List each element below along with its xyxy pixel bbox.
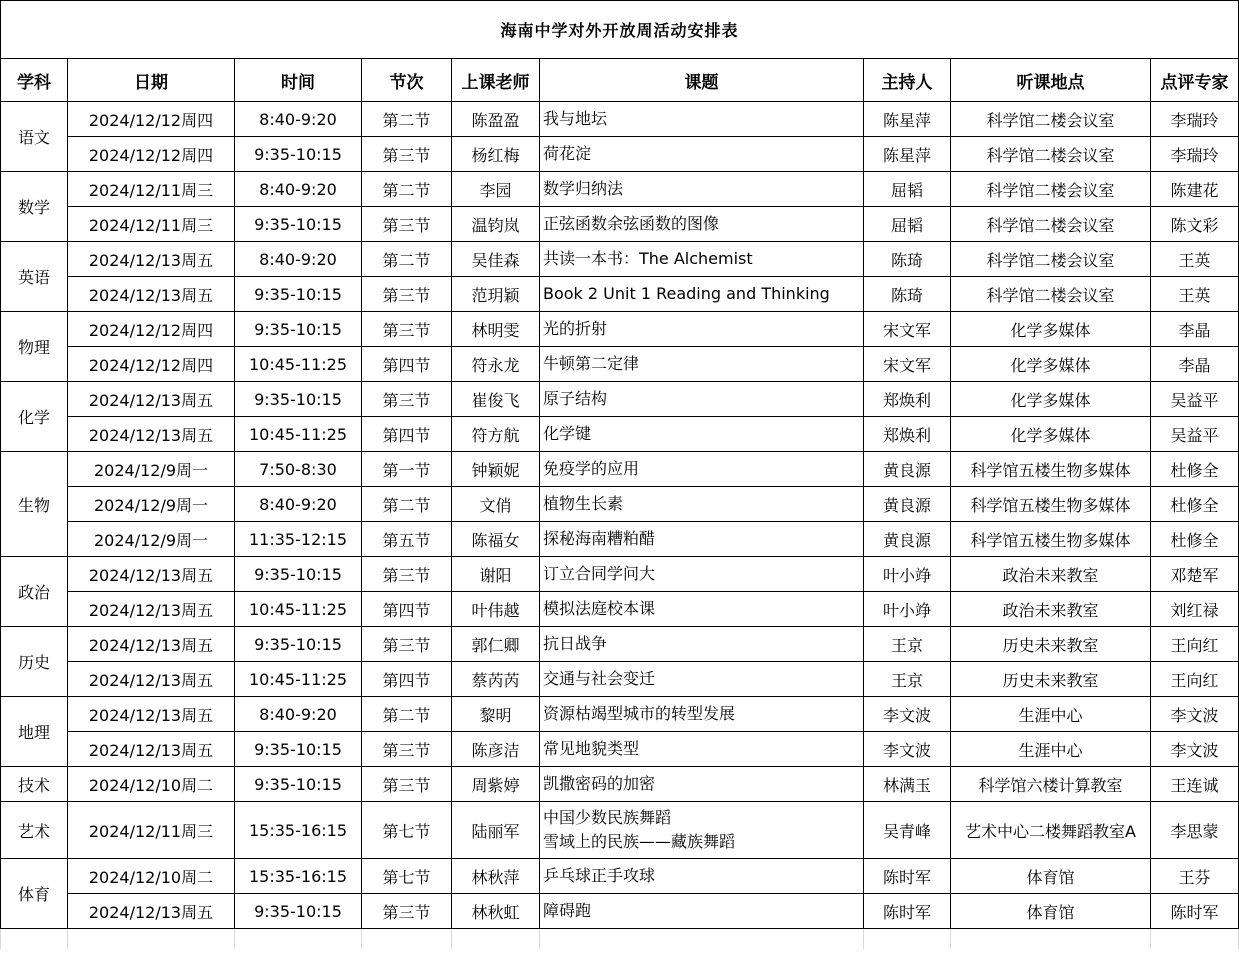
location-cell[interactable]: 历史未来教室 xyxy=(951,662,1151,697)
time-cell[interactable]: 10:45-11:25 xyxy=(235,592,362,627)
header-reviewer: 点评专家 xyxy=(1151,59,1239,102)
time-cell[interactable]: 9:35-10:15 xyxy=(235,137,362,172)
topic-cell[interactable] xyxy=(540,172,864,207)
topic-line: 交通与社会变迁 xyxy=(543,669,656,688)
topic-cell[interactable] xyxy=(540,662,864,697)
topic-cell[interactable] xyxy=(540,894,864,929)
topic-line: 共读一本书：The Alchemist xyxy=(543,249,753,268)
host-cell[interactable]: 王京 xyxy=(864,662,951,697)
topic-line: 原子结构 xyxy=(543,389,608,408)
period-cell[interactable]: 第三节 xyxy=(362,382,452,417)
reviewer-cell[interactable]: 吴益平 xyxy=(1151,417,1239,452)
topic-cell[interactable] xyxy=(540,522,864,557)
host-cell[interactable]: 李文波 xyxy=(864,697,951,732)
location-cell[interactable]: 政治未来教室 xyxy=(951,557,1151,592)
time-cell[interactable]: 9:35-10:15 xyxy=(235,732,362,767)
table-row xyxy=(1,894,1239,929)
time-cell[interactable]: 9:35-10:15 xyxy=(235,557,362,592)
period-cell[interactable]: 第三节 xyxy=(362,557,452,592)
subject-cell[interactable]: 艺术 xyxy=(1,802,68,859)
subject-cell[interactable]: 语文 xyxy=(1,102,68,172)
table-row xyxy=(1,662,1239,697)
teacher-cell[interactable]: 林秋萍 xyxy=(452,859,540,894)
period-cell[interactable]: 第四节 xyxy=(362,592,452,627)
date-cell[interactable]: 2024/12/13周五 xyxy=(68,732,235,767)
topic-line: 探秘海南糟粕醋 xyxy=(543,529,656,548)
topic-cell[interactable] xyxy=(540,697,864,732)
table-row xyxy=(1,557,1239,592)
location-cell[interactable]: 科学馆二楼会议室 xyxy=(951,172,1151,207)
date-cell[interactable]: 2024/12/13周五 xyxy=(68,662,235,697)
topic-cell[interactable] xyxy=(540,487,864,522)
time-cell[interactable]: 9:35-10:15 xyxy=(235,312,362,347)
topic-cell[interactable] xyxy=(540,347,864,382)
period-cell[interactable]: 第三节 xyxy=(362,137,452,172)
host-cell[interactable]: 陈时军 xyxy=(864,894,951,929)
empty-cell[interactable] xyxy=(864,929,951,949)
empty-cell[interactable] xyxy=(540,929,864,949)
period-cell[interactable]: 第二节 xyxy=(362,487,452,522)
reviewer-cell[interactable]: 王向红 xyxy=(1151,662,1239,697)
period-cell[interactable]: 第三节 xyxy=(362,732,452,767)
topic-line: 抗日战争 xyxy=(543,634,608,653)
location-cell[interactable]: 化学多媒体 xyxy=(951,312,1151,347)
topic-cell[interactable] xyxy=(540,627,864,662)
topic-cell[interactable] xyxy=(540,452,864,487)
location-cell[interactable]: 体育馆 xyxy=(951,859,1151,894)
period-cell[interactable]: 第三节 xyxy=(362,767,452,802)
teacher-cell[interactable]: 陆丽军 xyxy=(452,802,540,859)
topic-line: 植物生长素 xyxy=(543,494,624,513)
date-cell[interactable]: 2024/12/9周一 xyxy=(68,452,235,487)
table-row xyxy=(1,137,1239,172)
teacher-cell[interactable]: 文俏 xyxy=(452,487,540,522)
topic-cell[interactable] xyxy=(540,242,864,277)
empty-cell[interactable] xyxy=(452,929,540,949)
topic-line: 模拟法庭校本课 xyxy=(543,599,656,618)
table-row xyxy=(1,102,1239,137)
period-cell[interactable]: 第一节 xyxy=(362,452,452,487)
date-cell[interactable]: 2024/12/13周五 xyxy=(68,697,235,732)
topic-cell[interactable] xyxy=(540,802,864,859)
topic-line: 中国少数民族舞蹈 xyxy=(543,808,672,827)
subject-cell[interactable]: 数学 xyxy=(1,172,68,242)
topic-line: 数学归纳法 xyxy=(543,179,624,198)
topic-line: 障碍跑 xyxy=(543,901,592,920)
table-row xyxy=(1,732,1239,767)
topic-line: 光的折射 xyxy=(543,319,608,338)
teacher-cell[interactable]: 黎明 xyxy=(452,697,540,732)
subject-cell[interactable]: 体育 xyxy=(1,859,68,929)
reviewer-cell[interactable]: 陈时军 xyxy=(1151,894,1239,929)
empty-cell[interactable] xyxy=(235,929,362,949)
topic-line: 荷花淀 xyxy=(543,144,592,163)
topic-cell[interactable] xyxy=(540,767,864,802)
date-cell[interactable]: 2024/12/12周四 xyxy=(68,102,235,137)
reviewer-cell[interactable]: 杜修全 xyxy=(1151,487,1239,522)
location-cell[interactable]: 体育馆 xyxy=(951,894,1151,929)
location-cell[interactable]: 科学馆五楼生物多媒体 xyxy=(951,487,1151,522)
subject-cell[interactable]: 技术 xyxy=(1,767,68,802)
location-cell[interactable]: 化学多媒体 xyxy=(951,382,1151,417)
teacher-cell[interactable]: 范玥颖 xyxy=(452,277,540,312)
location-cell[interactable]: 艺术中心二楼舞蹈教室A xyxy=(951,802,1151,859)
subject-cell[interactable]: 政治 xyxy=(1,557,68,627)
host-cell[interactable]: 黄良源 xyxy=(864,452,951,487)
location-cell[interactable]: 科学馆二楼会议室 xyxy=(951,277,1151,312)
host-cell[interactable]: 吴青峰 xyxy=(864,802,951,859)
time-cell[interactable]: 10:45-11:25 xyxy=(235,662,362,697)
subject-cell[interactable]: 地理 xyxy=(1,697,68,767)
reviewer-cell[interactable]: 李晶 xyxy=(1151,347,1239,382)
location-cell[interactable]: 科学馆六楼计算教室 xyxy=(951,767,1151,802)
teacher-cell[interactable]: 周紫婷 xyxy=(452,767,540,802)
location-cell[interactable]: 化学多媒体 xyxy=(951,417,1151,452)
date-cell[interactable]: 2024/12/9周一 xyxy=(68,522,235,557)
empty-cell[interactable] xyxy=(1151,929,1239,949)
host-cell[interactable]: 李文波 xyxy=(864,732,951,767)
topic-cell[interactable] xyxy=(540,592,864,627)
reviewer-cell[interactable]: 李晶 xyxy=(1151,312,1239,347)
location-cell[interactable]: 生涯中心 xyxy=(951,732,1151,767)
host-cell[interactable]: 屈韬 xyxy=(864,207,951,242)
table-row xyxy=(1,522,1239,557)
table-row xyxy=(1,592,1239,627)
period-cell[interactable]: 第三节 xyxy=(362,207,452,242)
empty-cell[interactable] xyxy=(1,929,68,949)
host-cell[interactable]: 郑焕利 xyxy=(864,382,951,417)
host-cell[interactable]: 叶小竫 xyxy=(864,557,951,592)
subject-cell[interactable]: 历史 xyxy=(1,627,68,697)
date-cell[interactable]: 2024/12/10周二 xyxy=(68,859,235,894)
topic-cell[interactable] xyxy=(540,732,864,767)
teacher-cell[interactable]: 叶伟越 xyxy=(452,592,540,627)
date-cell[interactable]: 2024/12/12周四 xyxy=(68,312,235,347)
location-cell[interactable]: 科学馆五楼生物多媒体 xyxy=(951,522,1151,557)
teacher-cell[interactable]: 崔俊飞 xyxy=(452,382,540,417)
topic-cell[interactable] xyxy=(540,207,864,242)
period-cell[interactable]: 第四节 xyxy=(362,662,452,697)
date-cell[interactable]: 2024/12/12周四 xyxy=(68,137,235,172)
reviewer-cell[interactable]: 邓楚军 xyxy=(1151,557,1239,592)
location-cell[interactable]: 科学馆二楼会议室 xyxy=(951,137,1151,172)
time-cell[interactable]: 15:35-16:15 xyxy=(235,859,362,894)
teacher-cell[interactable]: 符永龙 xyxy=(452,347,540,382)
reviewer-cell[interactable]: 王向红 xyxy=(1151,627,1239,662)
period-cell[interactable]: 第三节 xyxy=(362,627,452,662)
host-cell[interactable]: 陈时军 xyxy=(864,859,951,894)
topic-cell[interactable] xyxy=(540,277,864,312)
topic-line: 乒乓球正手攻球 xyxy=(543,866,656,885)
host-cell[interactable]: 宋文军 xyxy=(864,347,951,382)
host-cell[interactable]: 黄良源 xyxy=(864,487,951,522)
period-cell[interactable]: 第七节 xyxy=(362,802,452,859)
time-cell[interactable]: 8:40-9:20 xyxy=(235,487,362,522)
date-cell[interactable]: 2024/12/13周五 xyxy=(68,592,235,627)
topic-cell[interactable] xyxy=(540,312,864,347)
date-cell[interactable]: 2024/12/13周五 xyxy=(68,242,235,277)
period-cell[interactable]: 第二节 xyxy=(362,697,452,732)
teacher-cell[interactable]: 李园 xyxy=(452,172,540,207)
reviewer-cell[interactable]: 李瑞玲 xyxy=(1151,137,1239,172)
location-cell[interactable]: 历史未来教室 xyxy=(951,627,1151,662)
teacher-cell[interactable]: 蔡芮芮 xyxy=(452,662,540,697)
reviewer-cell[interactable]: 李文波 xyxy=(1151,732,1239,767)
teacher-cell[interactable]: 林秋虹 xyxy=(452,894,540,929)
teacher-cell[interactable]: 符方航 xyxy=(452,417,540,452)
table-row xyxy=(1,242,1239,277)
table-row xyxy=(1,207,1239,242)
reviewer-cell[interactable]: 吴益平 xyxy=(1151,382,1239,417)
date-cell[interactable]: 2024/12/9周一 xyxy=(68,487,235,522)
reviewer-cell[interactable]: 陈建花 xyxy=(1151,172,1239,207)
reviewer-cell[interactable]: 王英 xyxy=(1151,277,1239,312)
time-cell[interactable]: 8:40-9:20 xyxy=(235,102,362,137)
topic-line: 常见地貌类型 xyxy=(543,739,640,758)
teacher-cell[interactable]: 郭仁卿 xyxy=(452,627,540,662)
teacher-cell[interactable]: 谢阳 xyxy=(452,557,540,592)
subject-cell[interactable]: 英语 xyxy=(1,242,68,312)
topic-cell[interactable] xyxy=(540,102,864,137)
table-row xyxy=(1,767,1239,802)
subject-cell[interactable]: 物理 xyxy=(1,312,68,382)
teacher-cell[interactable]: 钟颖妮 xyxy=(452,452,540,487)
header-date: 日期 xyxy=(68,59,235,102)
date-cell[interactable]: 2024/12/13周五 xyxy=(68,557,235,592)
header-host: 主持人 xyxy=(864,59,951,102)
date-cell[interactable]: 2024/12/13周五 xyxy=(68,277,235,312)
reviewer-cell[interactable]: 李思蒙 xyxy=(1151,802,1239,859)
date-cell[interactable]: 2024/12/13周五 xyxy=(68,627,235,662)
reviewer-cell[interactable]: 王英 xyxy=(1151,242,1239,277)
time-cell[interactable]: 9:35-10:15 xyxy=(235,627,362,662)
header-row xyxy=(1,59,1239,102)
location-cell[interactable]: 生涯中心 xyxy=(951,697,1151,732)
table-row xyxy=(1,487,1239,522)
table-row xyxy=(1,347,1239,382)
period-cell[interactable]: 第二节 xyxy=(362,242,452,277)
empty-cell[interactable] xyxy=(951,929,1151,949)
host-cell[interactable]: 黄良源 xyxy=(864,522,951,557)
teacher-cell[interactable]: 陈福女 xyxy=(452,522,540,557)
period-cell[interactable]: 第三节 xyxy=(362,312,452,347)
topic-line: 化学键 xyxy=(543,424,592,443)
topic-line: 订立合同学问大 xyxy=(543,564,656,583)
date-cell[interactable]: 2024/12/12周四 xyxy=(68,347,235,382)
host-cell[interactable]: 林满玉 xyxy=(864,767,951,802)
time-cell[interactable]: 10:45-11:25 xyxy=(235,417,362,452)
header-period: 节次 xyxy=(362,59,452,102)
period-cell[interactable]: 第二节 xyxy=(362,172,452,207)
date-cell[interactable]: 2024/12/13周五 xyxy=(68,417,235,452)
table-row xyxy=(1,417,1239,452)
host-cell[interactable]: 屈韬 xyxy=(864,172,951,207)
teacher-cell[interactable]: 吴佳森 xyxy=(452,242,540,277)
period-cell[interactable]: 第二节 xyxy=(362,102,452,137)
topic-line: Book 2 Unit 1 Reading and Thinking xyxy=(543,284,830,303)
sheet-title: 海南中学对外开放周活动安排表 xyxy=(1,1,1239,59)
teacher-cell[interactable]: 林明雯 xyxy=(452,312,540,347)
date-cell[interactable]: 2024/12/13周五 xyxy=(68,382,235,417)
table-row xyxy=(1,802,1239,859)
empty-sheet-row xyxy=(0,929,1239,949)
topic-cell[interactable] xyxy=(540,859,864,894)
date-cell[interactable]: 2024/12/11周三 xyxy=(68,802,235,859)
location-cell[interactable]: 科学馆二楼会议室 xyxy=(951,207,1151,242)
topic-cell[interactable] xyxy=(540,137,864,172)
time-cell[interactable]: 8:40-9:20 xyxy=(235,242,362,277)
table-row xyxy=(1,312,1239,347)
teacher-cell[interactable]: 陈彦洁 xyxy=(452,732,540,767)
topic-line: 凯撒密码的加密 xyxy=(543,774,656,793)
teacher-cell[interactable]: 温钧岚 xyxy=(452,207,540,242)
time-cell[interactable]: 9:35-10:15 xyxy=(235,382,362,417)
host-cell[interactable]: 郑焕利 xyxy=(864,417,951,452)
period-cell[interactable]: 第五节 xyxy=(362,522,452,557)
subject-cell[interactable]: 生物 xyxy=(1,452,68,557)
teacher-cell[interactable]: 杨红梅 xyxy=(452,137,540,172)
time-cell[interactable]: 9:35-10:15 xyxy=(235,207,362,242)
header-time: 时间 xyxy=(235,59,362,102)
time-cell[interactable]: 15:35-16:15 xyxy=(235,802,362,859)
subject-cell[interactable]: 化学 xyxy=(1,382,68,452)
table-row xyxy=(1,452,1239,487)
date-cell[interactable]: 2024/12/11周三 xyxy=(68,207,235,242)
time-cell[interactable]: 8:40-9:20 xyxy=(235,172,362,207)
table-row xyxy=(1,627,1239,662)
topic-cell[interactable] xyxy=(540,557,864,592)
host-cell[interactable]: 王京 xyxy=(864,627,951,662)
time-cell[interactable]: 9:35-10:15 xyxy=(235,767,362,802)
reviewer-cell[interactable]: 李文波 xyxy=(1151,697,1239,732)
location-cell[interactable]: 科学馆二楼会议室 xyxy=(951,242,1151,277)
topic-line: 正弦函数余弦函数的图像 xyxy=(543,214,720,233)
time-cell[interactable]: 8:40-9:20 xyxy=(235,697,362,732)
period-cell[interactable]: 第四节 xyxy=(362,417,452,452)
location-cell[interactable]: 化学多媒体 xyxy=(951,347,1151,382)
date-cell[interactable]: 2024/12/13周五 xyxy=(68,894,235,929)
host-cell[interactable]: 陈琦 xyxy=(864,277,951,312)
topic-line: 资源枯竭型城市的转型发展 xyxy=(543,704,736,723)
location-cell[interactable]: 政治未来教室 xyxy=(951,592,1151,627)
header-subject: 学科 xyxy=(1,59,68,102)
time-cell[interactable]: 9:35-10:15 xyxy=(235,894,362,929)
table-row xyxy=(1,859,1239,894)
reviewer-cell[interactable]: 陈文彩 xyxy=(1151,207,1239,242)
table-row xyxy=(1,382,1239,417)
reviewer-cell[interactable]: 杜修全 xyxy=(1151,452,1239,487)
topic-line: 牛顿第二定律 xyxy=(543,354,640,373)
reviewer-cell[interactable]: 王连诚 xyxy=(1151,767,1239,802)
table-row xyxy=(1,697,1239,732)
host-cell[interactable]: 陈琦 xyxy=(864,242,951,277)
period-cell[interactable]: 第七节 xyxy=(362,859,452,894)
location-cell[interactable]: 科学馆五楼生物多媒体 xyxy=(951,452,1151,487)
table-row xyxy=(1,172,1239,207)
topic-cell[interactable] xyxy=(540,417,864,452)
host-cell[interactable]: 陈星萍 xyxy=(864,137,951,172)
table-row xyxy=(1,277,1239,312)
time-cell[interactable]: 9:35-10:15 xyxy=(235,277,362,312)
date-cell[interactable]: 2024/12/10周二 xyxy=(68,767,235,802)
table-body xyxy=(1,102,1239,929)
empty-cell[interactable] xyxy=(362,929,452,949)
reviewer-cell[interactable]: 杜修全 xyxy=(1151,522,1239,557)
host-cell[interactable]: 陈星萍 xyxy=(864,102,951,137)
host-cell[interactable]: 宋文军 xyxy=(864,312,951,347)
period-cell[interactable]: 第三节 xyxy=(362,277,452,312)
host-cell[interactable]: 叶小竫 xyxy=(864,592,951,627)
time-cell[interactable]: 10:45-11:25 xyxy=(235,347,362,382)
topic-line: 我与地坛 xyxy=(543,109,608,128)
header-teacher: 上课老师 xyxy=(452,59,540,102)
reviewer-cell[interactable]: 刘红禄 xyxy=(1151,592,1239,627)
time-cell[interactable]: 7:50-8:30 xyxy=(235,452,362,487)
period-cell[interactable]: 第三节 xyxy=(362,894,452,929)
location-cell[interactable]: 科学馆二楼会议室 xyxy=(951,102,1151,137)
topic-line: 雪域上的民族——藏族舞蹈 xyxy=(543,832,736,851)
date-cell[interactable]: 2024/12/11周三 xyxy=(68,172,235,207)
topic-line: 免疫学的应用 xyxy=(543,459,640,478)
reviewer-cell[interactable]: 李瑞玲 xyxy=(1151,102,1239,137)
reviewer-cell[interactable]: 王芬 xyxy=(1151,859,1239,894)
header-location: 听课地点 xyxy=(951,59,1151,102)
period-cell[interactable]: 第四节 xyxy=(362,347,452,382)
time-cell[interactable]: 11:35-12:15 xyxy=(235,522,362,557)
topic-cell[interactable] xyxy=(540,382,864,417)
teacher-cell[interactable]: 陈盈盈 xyxy=(452,102,540,137)
header-topic: 课题 xyxy=(540,59,864,102)
empty-cell[interactable] xyxy=(68,929,235,949)
